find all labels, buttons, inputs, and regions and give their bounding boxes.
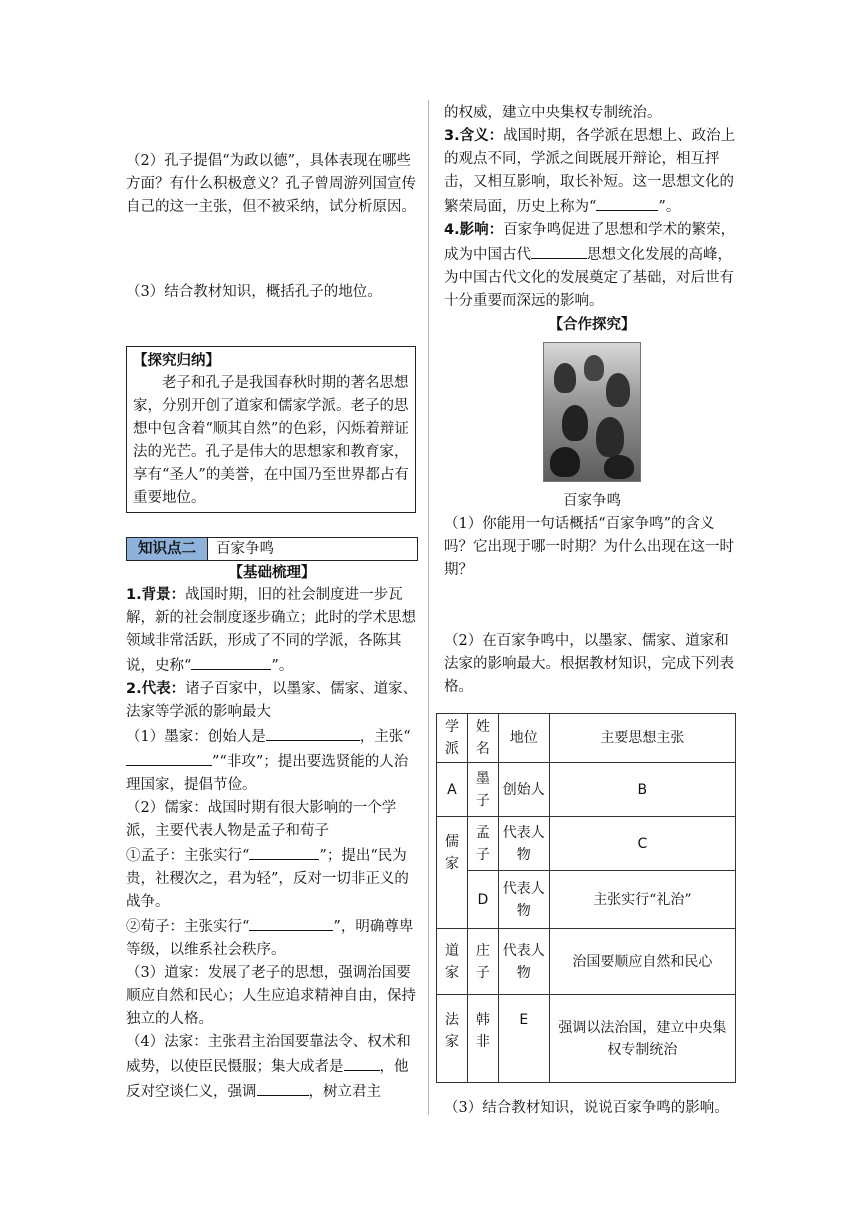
table-row: [437, 871, 736, 929]
mencius-text-b: ”；提出“民为贵，社稷次之，君为轻”，反对一切非正义的战争。: [126, 848, 409, 910]
table-cell: A: [437, 763, 468, 817]
mohism-text-a: （1）墨家：创始人是: [126, 729, 266, 745]
confucianism-paragraph: （2）儒家：战国时期有很大影响的一个学派，主要代表人物是孟子和荀子: [126, 800, 397, 839]
background-end: ”。: [271, 658, 294, 674]
table-header: 主要思想主张: [549, 714, 735, 763]
legalism-text-a: （4）法家：主张君主治国要靠法令、权术和威势，以使臣民慑服；集大成者是: [126, 1034, 411, 1075]
table-cell: 代表人物: [498, 871, 549, 929]
hundred-schools-illustration: [543, 342, 641, 482]
table-row: [437, 995, 736, 1083]
table-row: [437, 763, 736, 817]
coop-question-1: （1）你能用一句话概括“百家争鸣”的含义吗？它出现于哪一时期？为什么出现在这一时期？: [444, 516, 734, 578]
xunzi-text-b: ”，明确尊卑等级，以维系社会秩序。: [126, 919, 414, 958]
basics-heading: 【基础梳理】: [228, 564, 316, 581]
table-cell: 道家: [437, 929, 468, 995]
knowledge-point-title: 百家争鸣: [216, 541, 274, 557]
table-cell: 孟子: [467, 817, 498, 871]
representative-text: 诸子百家中，以墨家、儒家、道家、法家等学派的影响最大: [126, 681, 418, 720]
table-cell: C: [549, 817, 735, 871]
representative-paragraph: [126, 678, 418, 724]
summary-box: [126, 346, 416, 513]
legalism-text-b: ，他反对空谈仁义，强调: [126, 1059, 409, 1100]
representative-label: 2.代表：: [126, 681, 186, 697]
mohism-paragraph: [126, 724, 418, 797]
answer-blank[interactable]: [191, 653, 271, 670]
table-header: 地位: [498, 714, 549, 763]
background-paragraph: [126, 584, 418, 678]
table-cell: D: [467, 871, 498, 929]
legalism-text-c: ，树立君主: [308, 1084, 381, 1100]
table-cell: 代表人物: [498, 929, 549, 995]
taoism-paragraph: （3）道家：发展了老子的思想，强调治国要顺应自然和民心；人生应追求精神自由，保持独立的人格。: [126, 965, 416, 1027]
table-header-row: [437, 714, 736, 763]
table-header: 学派: [437, 714, 468, 763]
illustration-caption: 百家争鸣: [563, 493, 621, 509]
answer-blank[interactable]: [249, 914, 333, 931]
xunzi-paragraph: [126, 914, 418, 962]
mencius-text-a: ①孟子：主张实行“: [126, 848, 250, 864]
legalism-continued: 的权威，建立中央集权专制统治。: [444, 105, 662, 121]
mencius-paragraph: [126, 843, 418, 914]
column-divider: [428, 100, 429, 1115]
influence-label: 4.影响：: [444, 222, 504, 238]
answer-blank[interactable]: [531, 242, 587, 259]
table-cell: 儒家: [437, 817, 468, 929]
mohism-text-c: ”“非攻”；提出要选贤能的人治理国家，提倡节俭。: [126, 754, 409, 793]
influence-text-b: 思想文化发展的高峰，为中国古代文化的发展奠定了基础，对后世有十分重要而深远的影响。: [444, 247, 734, 309]
xunzi-text-a: ②荀子：主张实行“: [126, 919, 250, 935]
meaning-end: ”。: [658, 199, 681, 215]
left-column: [126, 150, 418, 1104]
table-row: [437, 817, 736, 871]
schools-table: [436, 713, 736, 1083]
table-cell: 主张实行“礼治”: [549, 871, 735, 929]
table-row: [437, 929, 736, 995]
answer-blank[interactable]: [249, 843, 319, 860]
cooperation-heading: 【合作探究】: [548, 316, 636, 333]
answer-blank[interactable]: [266, 724, 360, 741]
table-cell: 庄子: [467, 929, 498, 995]
meaning-text: 战国时期，各学派在思想上、政治上的观点不同，学派之间既展开辩论，相互抨击，又相互影响，取长补短。这一思想文化的繁荣局面，历史上称为“: [444, 128, 736, 215]
legalism-paragraph: [126, 1031, 418, 1104]
table-cell: 治国要顺应自然和民心: [549, 929, 735, 995]
question-2: （2）孔子提倡“为政以德”，具体表现在哪些方面？有什么积极意义？孔子曾周游列国宣传自己的这一主张，但不被采纳，试分析原因。: [126, 153, 416, 215]
table-header: 姓名: [467, 714, 498, 763]
table-cell: 法家: [437, 995, 468, 1083]
mohism-text-b: ，主张“: [359, 729, 411, 745]
table-cell: 代表人物: [498, 817, 549, 871]
answer-blank[interactable]: [257, 1079, 309, 1096]
answer-blank[interactable]: [596, 194, 658, 211]
table-cell: 创始人: [498, 763, 549, 817]
meaning-label: 3.含义：: [444, 128, 504, 144]
answer-blank[interactable]: [344, 1054, 380, 1071]
knowledge-point-header: [126, 537, 418, 561]
influence-paragraph: [444, 219, 740, 313]
background-label: 1.背景：: [126, 587, 186, 603]
answer-blank[interactable]: [126, 749, 212, 766]
summary-title: 【探究归纳】: [133, 352, 220, 369]
coop-question-3: （3）结合教材知识，说说百家争鸣的影响。: [444, 1100, 729, 1116]
table-cell: 韩非: [467, 995, 498, 1083]
question-3: （3）结合教材知识，概括孔子的地位。: [126, 284, 382, 300]
right-column: [444, 102, 740, 1120]
table-cell: 墨子: [467, 763, 498, 817]
knowledge-point-label: 知识点二: [127, 538, 208, 560]
summary-text: 老子和孔子是我国春秋时期的著名思想家，分别开创了道家和儒家学派。老子的思想中包含着“顺其自然”的色彩，闪烁着辩证法的光芒。孔子是伟大的思想家和教育家，享有“圣人”的美誉，在中国乃至世界都占有重要地位。: [133, 375, 409, 506]
coop-question-2: （2）在百家争鸣中，以墨家、儒家、道家和法家的影响最大。根据教材知识，完成下列表格。: [444, 633, 734, 695]
table-cell: E: [498, 995, 549, 1083]
table-cell: B: [549, 763, 735, 817]
influence-text-a: 百家争鸣促进了思想和学术的繁荣，成为中国古代: [444, 222, 736, 263]
background-text: 战国时期，旧的社会制度进一步瓦解，新的社会制度逐步确立；此时的学术思想领域非常活跃，形成了不同的学派，各陈其说，史称“: [126, 587, 416, 674]
table-cell: 强调以法治国，建立中央集权专制统治: [549, 995, 735, 1083]
meaning-paragraph: [444, 125, 740, 219]
